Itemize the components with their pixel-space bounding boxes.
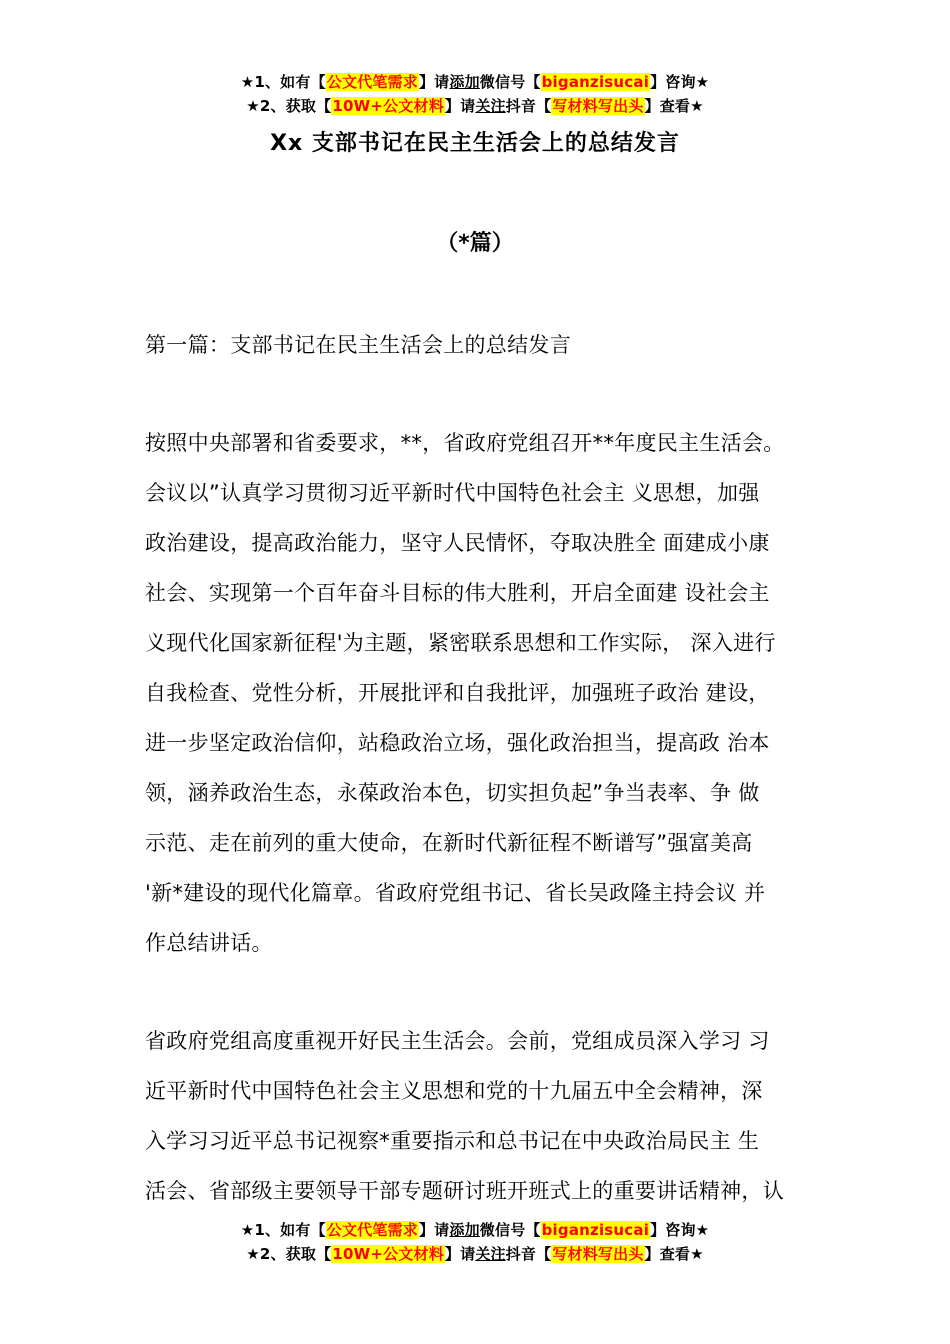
banner-text: 】请 xyxy=(444,1245,476,1263)
banner-text: ★1、如有【 xyxy=(240,1221,326,1239)
banner-highlight: 10W+公文材料 xyxy=(332,97,444,115)
footer-banner xyxy=(0,1218,950,1266)
banner-text: ★2、获取【 xyxy=(246,97,332,115)
text-line: 示范、走在前列的重大使命，在新时代新征程不断谱写”强富美高 xyxy=(145,831,753,855)
section-heading: 第一篇：支部书记在民主生活会上的总结发言 xyxy=(145,333,571,357)
paragraph-2 xyxy=(145,1016,825,1216)
text-line: 活会、省部级主要领导干部专题研讨班开班式上的重要讲话精神，认 xyxy=(145,1179,784,1203)
text-line: 作总结讲话。 xyxy=(145,931,273,955)
banner-text: ★1、如有【 xyxy=(240,73,326,91)
banner-highlight: 公文代笔需求 xyxy=(326,73,418,91)
banner-text: 抖音【 xyxy=(505,1245,552,1263)
banner-text: 】查看★ xyxy=(644,97,704,115)
banner-douyin-name: 写材料写出头 xyxy=(552,1245,644,1263)
banner-wechat-id: biganzisucai xyxy=(541,1221,650,1239)
banner-text: ★2、获取【 xyxy=(246,1245,332,1263)
banner-line-1 xyxy=(0,1218,950,1242)
banner-wechat-id: biganzisucai xyxy=(541,73,650,91)
text-line: '新*建设的现代化篇章。省政府党组书记、省长吴政隆主持会议 并 xyxy=(145,881,766,905)
text-line: 自我检查、党性分析，开展批评和自我批评，加强班子政治 建设， xyxy=(145,681,770,705)
text-line: 进一步坚定政治信仰，站稳政治立场，强化政治担当，提高政 治本 xyxy=(145,731,770,755)
text-line: 近平新时代中国特色社会主义思想和党的十九届五中全会精神，深 xyxy=(145,1079,763,1103)
banner-text: 】查看★ xyxy=(644,1245,704,1263)
banner-text: 】请 xyxy=(418,73,450,91)
banner-text: 微信号【 xyxy=(479,1221,541,1239)
document-title: Xx 支部书记在民主生活会上的总结发言 xyxy=(270,131,680,156)
text-line: 按照中央部署和省委要求，**，省政府党组召开**年度民主生活会。 xyxy=(145,431,785,455)
banner-highlight: 10W+公文材料 xyxy=(332,1245,444,1263)
text-line: 社会、实现第一个百年奋斗目标的伟大胜利，开启全面建 设社会主 xyxy=(145,581,770,605)
banner-text: 】请 xyxy=(418,1221,450,1239)
banner-text: 】咨询★ xyxy=(650,73,710,91)
header-banner xyxy=(0,70,950,118)
banner-text: 抖音【 xyxy=(505,97,552,115)
banner-underlined-text: 添加 xyxy=(449,73,480,91)
banner-line-2 xyxy=(0,94,950,118)
banner-text: 微信号【 xyxy=(479,73,541,91)
text-line: 入学习习近平总书记视察*重要指示和总书记在中央政治局民主 生 xyxy=(145,1129,760,1153)
text-line: 义现代化国家新征程'为主题，紧密联系思想和工作实际， 深入进行 xyxy=(145,631,776,655)
banner-underlined-text: 添加 xyxy=(449,1221,480,1239)
banner-text: 】咨询★ xyxy=(650,1221,710,1239)
banner-underlined-text: 关注 xyxy=(475,97,506,115)
text-line: 会议以”认真学习贯彻习近平新时代中国特色社会主 义思想，加强 xyxy=(145,481,760,505)
banner-line-1 xyxy=(0,70,950,94)
text-line: 领，涵养政治生态，永葆政治本色，切实担负起”争当表率、争 做 xyxy=(145,781,760,805)
banner-highlight: 公文代笔需求 xyxy=(326,1221,418,1239)
banner-line-2 xyxy=(0,1242,950,1266)
text-line: 省政府党组高度重视开好民主生活会。会前，党组成员深入学习 习 xyxy=(145,1029,770,1053)
banner-text: 】请 xyxy=(444,97,476,115)
banner-douyin-name: 写材料写出头 xyxy=(552,97,644,115)
banner-underlined-text: 关注 xyxy=(475,1245,506,1263)
text-line: 政治建设，提高政治能力，坚守人民情怀，夺取决胜全 面建成小康 xyxy=(145,531,770,555)
paragraph-1 xyxy=(145,418,825,968)
document-subtitle: （*篇） xyxy=(436,231,514,256)
